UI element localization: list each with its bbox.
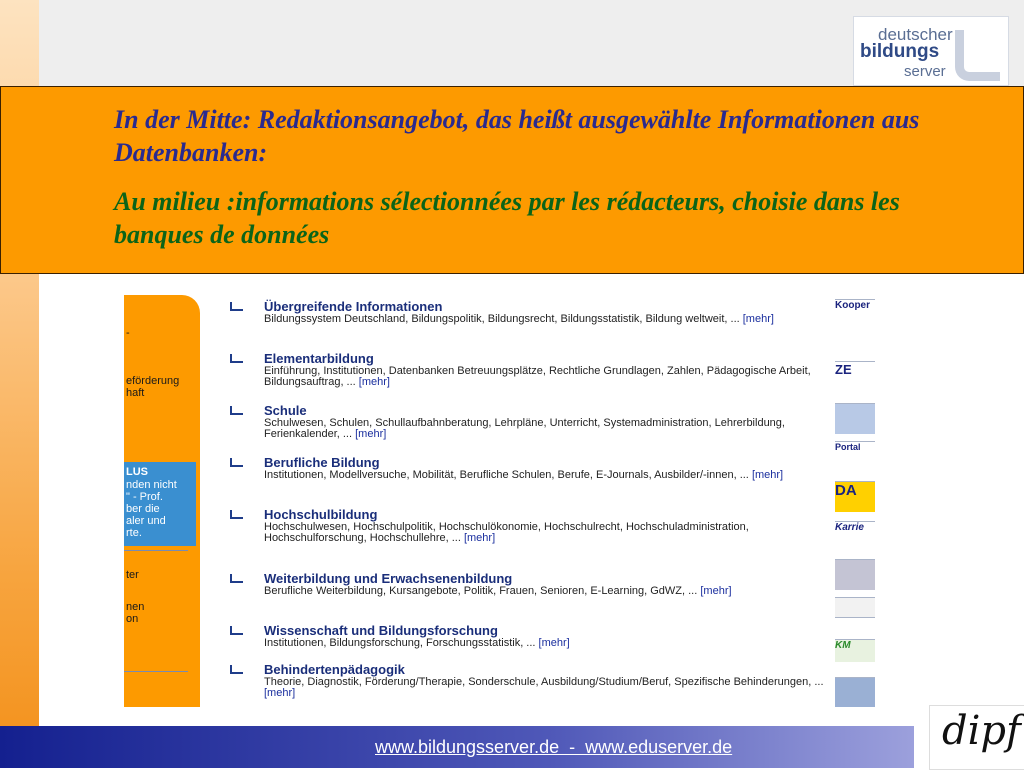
screenshot-right-partner-column [835,299,875,707]
heading-german: In der Mitte: Redaktionsangebot, das heißt ausgewählte Informationen aus Datenbanken: [114,105,920,167]
partner-tile[interactable] [835,617,875,636]
corner-bullet-icon [230,302,243,311]
promo-fragment: " - Prof. [126,491,163,503]
more-link[interactable]: [mehr] [700,585,732,597]
left-nav-divider [124,671,188,672]
corner-bullet-icon [230,574,243,583]
corner-bullet-icon [230,458,243,467]
partner-tile[interactable] [835,361,875,392]
more-link[interactable]: [mehr] [358,376,390,388]
logo-line-1: deutscher [878,25,953,44]
topic-description: Schulwesen, Schulen, Schullaufbahnberatung, Lehrpläne, Unterricht, Systemadministration, Lehrerbildung, Ferienkalender, ... [264,417,785,440]
more-link[interactable]: [mehr] [751,469,784,481]
topic-item[interactable] [264,623,824,649]
more-link[interactable]: [mehr] [463,532,496,544]
bildungsserver-logo [853,16,1009,86]
topic-title[interactable]: Weiterbildung und Erwachsenenbildung [264,571,513,586]
topic-title[interactable]: Elementarbildung [264,351,374,366]
more-link[interactable]: [mehr] [742,313,774,325]
logo-line-3: server [904,63,946,80]
partner-tile-label: DA [835,482,857,499]
promo-fragment: ber die [126,503,160,515]
topic-title[interactable]: Schule [264,403,307,418]
corner-bullet-icon [230,510,243,519]
promo-fragment: rte. [126,527,142,539]
embedded-website-screenshot [124,295,875,707]
topic-description: Bildungssystem Deutschland, Bildungspolitik, Bildungsrecht, Bildungsstatistik, Bildung weltweit, ... [264,313,740,325]
corner-bullet-icon [230,354,243,363]
logo-line-2: bildungs [860,41,940,62]
topic-item[interactable] [264,455,824,481]
topic-item[interactable] [264,662,824,699]
heading-banner [0,86,1024,274]
left-nav-divider [124,550,188,551]
more-link[interactable]: [mehr] [538,637,570,649]
partner-tile-label: Kooper [835,300,870,311]
left-nav-promo-box [124,462,196,546]
partner-tile[interactable] [835,441,875,472]
partner-tile-label: KM [835,640,851,651]
topic-description: Theorie, Diagnostik, Förderung/Therapie, Sonderschule, Ausbildung/Studium/Beruf, Spezifische Behinderungen, ... [264,676,824,688]
dipf-logo [929,705,1024,770]
topic-description: Berufliche Weiterbildung, Kursangebote, Politik, Frauen, Senioren, E-Learning, GdWZ, ... [264,585,698,597]
partner-tile[interactable] [835,481,875,512]
dipf-logo-text: dipf [942,708,1021,754]
corner-bullet-icon [230,406,243,415]
topic-description: Hochschulwesen, Hochschulpolitik, Hochschulökonomie, Hochschulrecht, Hochschuladministration, Hochschulforschung, Hochschullehre, ... [264,521,749,544]
more-link[interactable]: [mehr] [355,428,387,440]
left-nav-fragment: on [126,613,139,625]
footer-links[interactable]: www.bildungsserver.de - www.eduserver.de [375,737,733,757]
topic-title[interactable]: Übergreifende Informationen [264,299,443,314]
partner-tile[interactable] [835,403,875,434]
topic-item[interactable] [264,507,824,544]
topic-description: Institutionen, Modellversuche, Mobilität, Berufliche Schulen, Berufe, E-Journals, Ausbilder/-innen, ... [264,469,749,481]
topic-title[interactable]: Berufliche Bildung [264,455,380,470]
corner-bullet-icon [230,626,243,635]
left-nav-fragment: haft [126,387,145,399]
left-nav-fragment: - [126,327,130,339]
partner-tile[interactable] [835,299,875,356]
left-nav-fragment: ter [126,569,139,581]
logo-bracket-icon [955,30,1000,81]
corner-bullet-icon [230,665,243,674]
partner-tile[interactable] [835,521,875,552]
partner-tile-label: ZE [835,362,852,377]
topic-description: Einführung, Institutionen, Datenbanken Betreuungsplätze, Rechtliche Grundlagen, Zahlen, Pädagogische Arbeit, Bildungsauftrag, ... [264,365,811,388]
partner-tile-label: Portal [835,442,861,452]
topic-item[interactable] [264,299,824,325]
partner-tile-label: Karrie [835,522,864,533]
left-nav-fragment: eförderung [126,375,180,387]
topic-item[interactable] [264,571,824,597]
topic-title[interactable]: Behindertenpädagogik [264,662,405,677]
more-link[interactable]: [mehr] [264,687,296,699]
topic-title[interactable]: Wissenschaft und Bildungsforschung [264,623,498,638]
promo-fragment: nden nicht [126,479,177,491]
footer-bar [0,726,914,768]
heading-french: Au milieu :informations sélectionnées par les rédacteurs, choisie dans les banques de données [114,187,900,249]
topic-item[interactable] [264,403,824,440]
promo-fragment: aler und [126,515,166,527]
left-nav-fragment: nen [126,601,145,613]
topic-description: Institutionen, Bildungsforschung, Forschungsstatistik, ... [264,637,536,649]
promo-fragment: LUS [126,466,148,478]
partner-tile[interactable] [835,677,875,707]
topic-item[interactable] [264,351,824,388]
topic-title[interactable]: Hochschulbildung [264,507,378,522]
partner-tile[interactable] [835,639,875,662]
partner-tile[interactable] [835,559,875,590]
screenshot-left-nav [124,295,200,707]
